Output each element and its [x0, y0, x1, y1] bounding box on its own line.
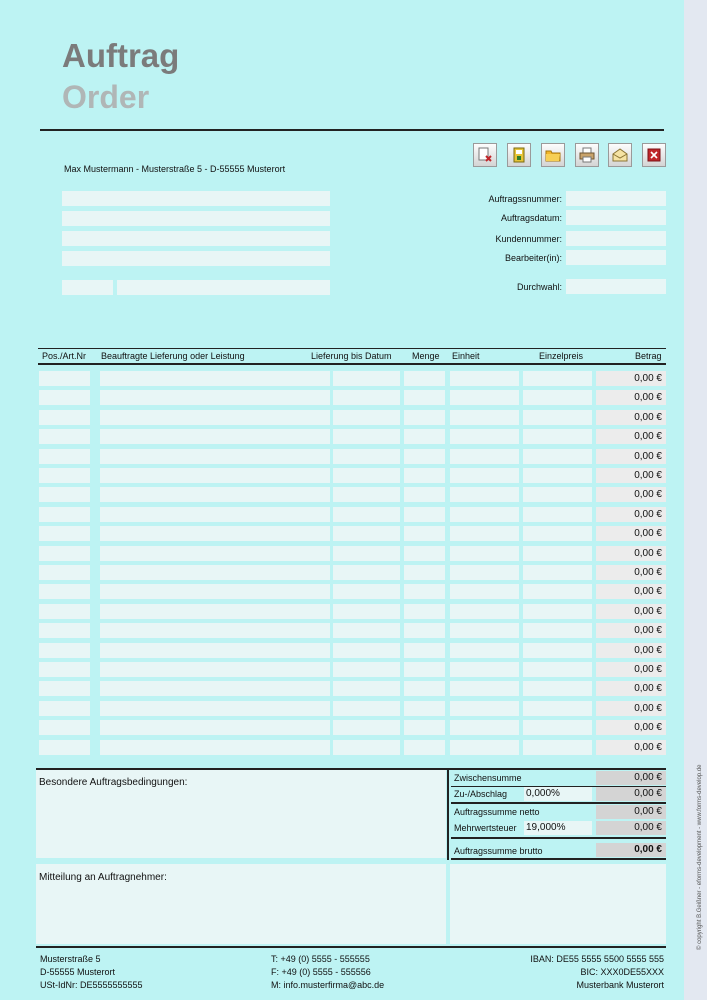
date-cell[interactable] [333, 546, 400, 561]
conditions-box[interactable] [36, 770, 446, 858]
desc-cell[interactable] [100, 487, 330, 502]
pos-cell[interactable] [39, 623, 90, 638]
gross-label: Auftragssumme brutto [454, 846, 543, 856]
amount-cell: 0,00 € [596, 623, 666, 638]
price-cell[interactable] [523, 371, 592, 386]
qty-cell[interactable] [404, 720, 445, 735]
title-english: Order [62, 79, 150, 115]
pos-cell[interactable] [39, 390, 90, 405]
delete-button[interactable] [473, 143, 497, 167]
customer-number-label: Kundennummer: [495, 234, 562, 244]
table-top-rule [38, 348, 666, 349]
price-cell[interactable] [523, 604, 592, 619]
unit-cell[interactable] [450, 429, 519, 444]
signature-box[interactable] [450, 864, 666, 944]
table-header-rule [38, 363, 666, 365]
amount-cell: 0,00 € [596, 662, 666, 677]
pos-cell[interactable] [39, 701, 90, 716]
amount-cell: 0,00 € [596, 584, 666, 599]
amount-cell: 0,00 € [596, 371, 666, 386]
qty-cell[interactable] [404, 604, 445, 619]
desc-cell[interactable] [100, 449, 330, 464]
address-field[interactable] [62, 231, 330, 246]
desc-cell[interactable] [100, 584, 330, 599]
desc-cell[interactable] [100, 410, 330, 425]
summary-rule [451, 858, 666, 860]
pos-cell[interactable] [39, 410, 90, 425]
price-cell[interactable] [523, 468, 592, 483]
subtotal-label: Zwischensumme [454, 773, 522, 783]
order-number-label: Auftragssnummer: [488, 194, 562, 204]
price-cell[interactable] [523, 546, 592, 561]
price-cell[interactable] [523, 740, 592, 755]
subtotal-value: 0,00 € [596, 771, 666, 785]
amount-cell: 0,00 € [596, 410, 666, 425]
print-icon [579, 147, 595, 163]
pos-cell[interactable] [39, 565, 90, 580]
unit-cell[interactable] [450, 410, 519, 425]
amount-cell: 0,00 € [596, 449, 666, 464]
sender-line: Max Mustermann - Musterstraße 5 - D-55555 Musterort [64, 164, 286, 174]
desc-cell[interactable] [100, 429, 330, 444]
date-cell[interactable] [333, 565, 400, 580]
pos-cell[interactable] [39, 720, 90, 735]
qty-cell[interactable] [404, 526, 445, 541]
price-cell[interactable] [523, 429, 592, 444]
pos-cell[interactable] [39, 429, 90, 444]
adjust-value: 0,00 € [596, 787, 666, 801]
order-date-field[interactable] [566, 210, 666, 225]
amount-cell: 0,00 € [596, 390, 666, 405]
col-header-date: Lieferung bis Datum [311, 351, 392, 361]
pos-cell[interactable] [39, 449, 90, 464]
qty-cell[interactable] [404, 681, 445, 696]
price-cell[interactable] [523, 720, 592, 735]
pos-cell[interactable] [39, 584, 90, 599]
desc-cell[interactable] [100, 681, 330, 696]
desc-cell[interactable] [100, 565, 330, 580]
date-cell[interactable] [333, 526, 400, 541]
pos-cell[interactable] [39, 507, 90, 522]
unit-cell[interactable] [450, 623, 519, 638]
price-cell[interactable] [523, 390, 592, 405]
unit-cell[interactable] [450, 507, 519, 522]
address-field[interactable] [62, 211, 330, 226]
extension-field[interactable] [566, 279, 666, 294]
unit-cell[interactable] [450, 371, 519, 386]
qty-cell[interactable] [404, 487, 445, 502]
qty-cell[interactable] [404, 429, 445, 444]
price-cell[interactable] [523, 410, 592, 425]
unit-cell[interactable] [450, 720, 519, 735]
pos-cell[interactable] [39, 662, 90, 677]
date-cell[interactable] [333, 623, 400, 638]
col-header-price: Einzelpreis [539, 351, 584, 361]
amount-cell: 0,00 € [596, 468, 666, 483]
date-cell[interactable] [333, 604, 400, 619]
email-button[interactable] [608, 143, 632, 167]
footer-address: Musterstraße 5 D-55555 Musterort USt-IdNr: DE5555555555 [40, 954, 143, 990]
desc-cell[interactable] [100, 390, 330, 405]
price-cell[interactable] [523, 526, 592, 541]
date-cell[interactable] [333, 701, 400, 716]
qty-cell[interactable] [404, 507, 445, 522]
qty-cell[interactable] [404, 410, 445, 425]
extension-label: Durchwahl: [516, 282, 562, 292]
unit-cell[interactable] [450, 546, 519, 561]
save-icon [511, 147, 527, 163]
qty-cell[interactable] [404, 565, 445, 580]
price-cell[interactable] [523, 449, 592, 464]
qty-cell[interactable] [404, 371, 445, 386]
pos-cell[interactable] [39, 681, 90, 696]
unit-cell[interactable] [450, 604, 519, 619]
desc-cell[interactable] [100, 371, 330, 386]
price-cell[interactable] [523, 623, 592, 638]
message-label: Mitteilung an Auftragnehmer: [39, 872, 167, 883]
header-rule [40, 129, 664, 131]
amount-cell: 0,00 € [596, 643, 666, 658]
unit-cell[interactable] [450, 565, 519, 580]
date-cell[interactable] [333, 584, 400, 599]
pos-cell[interactable] [39, 487, 90, 502]
pos-cell[interactable] [39, 604, 90, 619]
date-cell[interactable] [333, 662, 400, 677]
pos-cell[interactable] [39, 371, 90, 386]
desc-cell[interactable] [100, 604, 330, 619]
date-cell[interactable] [333, 390, 400, 405]
clerk-label: Bearbeiter(in): [504, 253, 562, 263]
print-button[interactable] [575, 143, 599, 167]
order-number-field[interactable] [566, 191, 666, 206]
order-date-label: Auftragsdatum: [500, 213, 562, 223]
date-cell[interactable] [333, 449, 400, 464]
unit-cell[interactable] [450, 390, 519, 405]
unit-cell[interactable] [450, 449, 519, 464]
date-cell[interactable] [333, 681, 400, 696]
unit-cell[interactable] [450, 740, 519, 755]
summary-divider [447, 770, 449, 860]
pos-cell[interactable] [39, 546, 90, 561]
date-cell[interactable] [333, 410, 400, 425]
copyright-note: © copyright B.Geißner - eforms-development - www.forms-develop.de [697, 764, 703, 950]
date-cell[interactable] [333, 720, 400, 735]
desc-cell[interactable] [100, 720, 330, 735]
open-button[interactable] [541, 143, 565, 167]
col-header-amount: Betrag [635, 351, 662, 361]
net-value: 0,00 € [596, 805, 666, 819]
footer-rule [36, 946, 666, 948]
amount-cell: 0,00 € [596, 546, 666, 561]
desc-cell[interactable] [100, 701, 330, 716]
address-field[interactable] [62, 191, 330, 206]
pos-cell[interactable] [39, 740, 90, 755]
summary-rule [451, 802, 666, 804]
unit-cell[interactable] [450, 526, 519, 541]
col-header-desc: Beauftragte Lieferung oder Leistung [101, 351, 245, 361]
conditions-label: Besondere Auftragsbedingungen: [39, 777, 188, 788]
date-cell[interactable] [333, 371, 400, 386]
close-icon [646, 147, 662, 163]
date-cell[interactable] [333, 740, 400, 755]
desc-cell[interactable] [100, 507, 330, 522]
amount-cell: 0,00 € [596, 487, 666, 502]
pos-cell[interactable] [39, 526, 90, 541]
date-cell[interactable] [333, 468, 400, 483]
price-cell[interactable] [523, 681, 592, 696]
adjust-label: Zu-/Abschlag [454, 789, 508, 799]
gross-value: 0,00 € [596, 843, 666, 857]
unit-cell[interactable] [450, 662, 519, 677]
vat-value: 0,00 € [596, 821, 666, 835]
message-box[interactable] [36, 864, 446, 944]
vat-label: Mehrwertsteuer [454, 823, 517, 833]
desc-cell[interactable] [100, 643, 330, 658]
date-cell[interactable] [333, 643, 400, 658]
zip-field[interactable] [62, 280, 113, 295]
date-cell[interactable] [333, 429, 400, 444]
title-german: Auftrag [62, 37, 180, 74]
desc-cell[interactable] [100, 526, 330, 541]
price-cell[interactable] [523, 565, 592, 580]
vat-percent-field[interactable]: 19,000% [524, 821, 592, 835]
pos-cell[interactable] [39, 643, 90, 658]
summary-rule [451, 837, 666, 839]
amount-cell: 0,00 € [596, 429, 666, 444]
amount-cell: 0,00 € [596, 720, 666, 735]
address-field[interactable] [62, 251, 330, 266]
city-field[interactable] [117, 280, 330, 295]
desc-cell[interactable] [100, 468, 330, 483]
unit-cell[interactable] [450, 701, 519, 716]
unit-cell[interactable] [450, 643, 519, 658]
footer-bank: IBAN: DE55 5555 5500 5555 555 BIC: XXX0DE55XXX Musterbank Musterort [530, 954, 664, 990]
amount-cell: 0,00 € [596, 740, 666, 755]
unit-cell[interactable] [450, 487, 519, 502]
amount-cell: 0,00 € [596, 681, 666, 696]
desc-cell[interactable] [100, 740, 330, 755]
price-cell[interactable] [523, 584, 592, 599]
clerk-field[interactable] [566, 250, 666, 265]
unit-cell[interactable] [450, 681, 519, 696]
price-cell[interactable] [523, 507, 592, 522]
qty-cell[interactable] [404, 740, 445, 755]
net-label: Auftragssumme netto [454, 807, 540, 817]
delete-doc-icon [477, 147, 493, 163]
unit-cell[interactable] [450, 468, 519, 483]
save-button[interactable] [507, 143, 531, 167]
qty-cell[interactable] [404, 623, 445, 638]
qty-cell[interactable] [404, 662, 445, 677]
col-header-unit: Einheit [452, 351, 480, 361]
date-cell[interactable] [333, 507, 400, 522]
desc-cell[interactable] [100, 662, 330, 677]
date-cell[interactable] [333, 487, 400, 502]
price-cell[interactable] [523, 643, 592, 658]
qty-cell[interactable] [404, 449, 445, 464]
adjust-percent-field[interactable]: 0,000% [524, 787, 592, 801]
amount-cell: 0,00 € [596, 507, 666, 522]
col-header-pos: Pos./Art.Nr [42, 351, 87, 361]
footer-contact: T: +49 (0) 5555 - 555555 F: +49 (0) 5555 - 555556 M: info.musterfirma@abc.de [271, 954, 385, 990]
qty-cell[interactable] [404, 546, 445, 561]
desc-cell[interactable] [100, 546, 330, 561]
open-folder-icon [545, 147, 561, 163]
qty-cell[interactable] [404, 468, 445, 483]
desc-cell[interactable] [100, 623, 330, 638]
price-cell[interactable] [523, 701, 592, 716]
email-icon [612, 147, 628, 163]
qty-cell[interactable] [404, 643, 445, 658]
price-cell[interactable] [523, 487, 592, 502]
qty-cell[interactable] [404, 390, 445, 405]
qty-cell[interactable] [404, 584, 445, 599]
amount-cell: 0,00 € [596, 565, 666, 580]
unit-cell[interactable] [450, 584, 519, 599]
amount-cell: 0,00 € [596, 526, 666, 541]
amount-cell: 0,00 € [596, 701, 666, 716]
qty-cell[interactable] [404, 701, 445, 716]
close-button[interactable] [642, 143, 666, 167]
col-header-qty: Menge [412, 351, 440, 361]
customer-number-field[interactable] [566, 231, 666, 246]
price-cell[interactable] [523, 662, 592, 677]
amount-cell: 0,00 € [596, 604, 666, 619]
pos-cell[interactable] [39, 468, 90, 483]
